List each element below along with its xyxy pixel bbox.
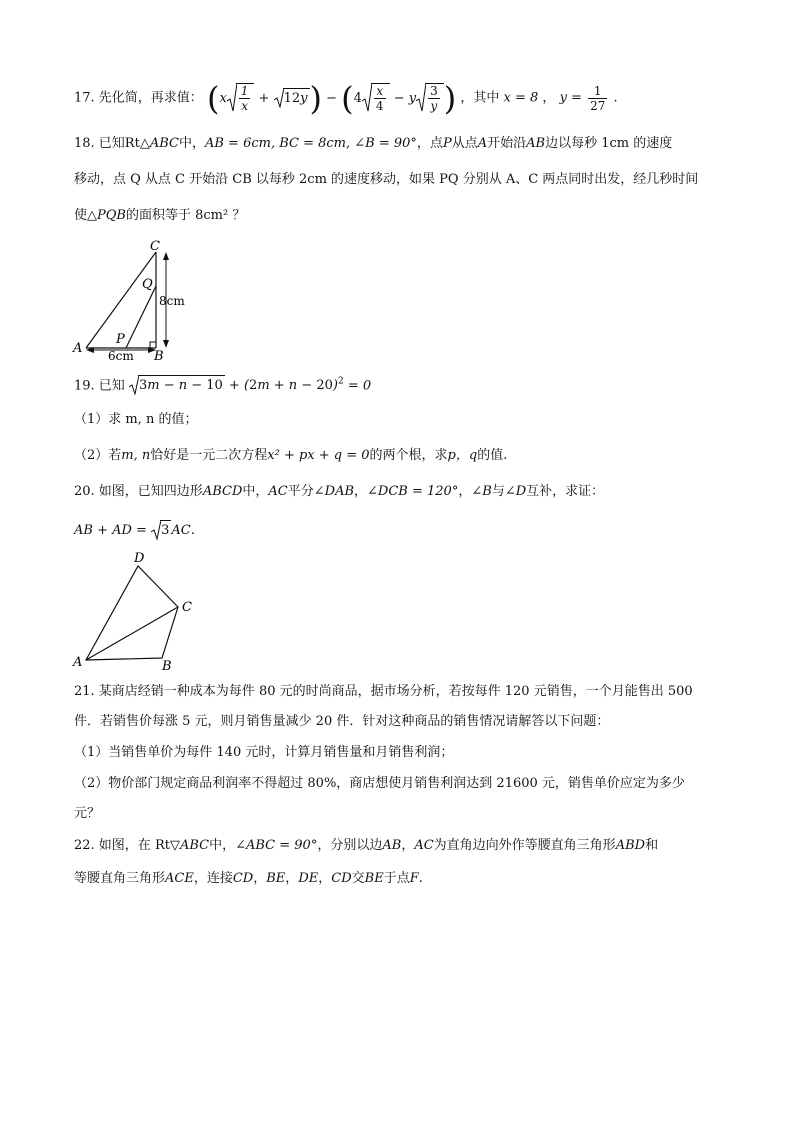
q22-line2-e: ， (253, 871, 267, 886)
q20-text-b: ABCD (202, 484, 243, 499)
q20-line1 (74, 482, 604, 502)
q19-part1: （1）求 m, n 的值； (74, 412, 198, 427)
q18-text-g: 从点 (451, 136, 478, 151)
q18-line3-b: PQB (97, 208, 126, 223)
q19-part2-c: 恰好是一元二次方程 (150, 448, 268, 463)
q22-text-d: ∠ABC = 90° (235, 838, 318, 853)
q18-text-k: 边以每秒 1cm 的速度 (545, 136, 673, 151)
q22-text-i: 为直角边向外作等腰直角三角形 (433, 838, 616, 853)
q17-sep: ， (542, 90, 556, 106)
q22-line2-c: ，连接 (193, 871, 233, 886)
q17-label: 17. 先化简，再求值： (74, 90, 203, 106)
q18-dim-bc-label: 8cm (159, 294, 185, 308)
q21-line3: （1）当销售单价为每件 140 元时，计算月销售量和月销售利润； (74, 745, 454, 760)
q22-line2-b: ACE (165, 871, 194, 886)
q20-sqrt (151, 520, 171, 541)
q19-part2-a: （2）若 (74, 448, 122, 463)
q20-text-h: ∠DCB = 120° (367, 484, 459, 499)
q19-expression: $3m - n - 10 + (2m + n - 20)^2$ (129, 378, 348, 393)
q20-figure (70, 548, 200, 673)
q19-label: 19. 已知 (74, 378, 125, 394)
q18-text-b: ABC (149, 136, 179, 151)
q20-line2 (74, 520, 195, 541)
q22-text-h: AC (414, 838, 434, 853)
q17-end: . (613, 90, 618, 106)
q18-text-f: P (442, 136, 452, 151)
q20-text-e: 平分 (287, 484, 314, 499)
q20-quadrilateral (86, 566, 178, 660)
q20-line2-c: AC (171, 523, 191, 538)
q19-part2-g: 的值. (477, 448, 508, 463)
q18-label-a: A (73, 341, 83, 356)
q18-dim-bc-arrow-top (163, 252, 169, 260)
triangle-symbol: ▽ (169, 838, 180, 853)
q22-text-a: 22. 如图，在 Rt (74, 838, 170, 853)
q22-text-k: 和 (645, 838, 659, 853)
q18-dim-bc-arrow-bottom (163, 340, 169, 348)
q18-figure (70, 238, 200, 363)
q21-line5: 元？ (74, 806, 101, 821)
q18-line1 (74, 134, 672, 154)
q22-line2-g: ， (285, 871, 299, 886)
q22-line2-i: ， (318, 871, 332, 886)
q18-line3-a: 使 (74, 208, 88, 223)
q18-right-angle-mark (150, 342, 156, 348)
q20-text-k: 与 (491, 484, 505, 499)
q19-part2-b: m, n (121, 448, 151, 463)
q20-label-a: A (73, 655, 83, 670)
q20-text-i: ， (458, 484, 472, 499)
q17-y-num: 1 (588, 84, 607, 99)
q22-line2-m: 于点 (383, 871, 410, 886)
q19-part2 (74, 446, 507, 466)
q17-expression: (x $\frac{1}{x}$ + 12y) − (4 $\frac{x}{4}$ − y $\frac{3}{y}$ ) (206, 79, 457, 117)
q22-text-g: ， (401, 838, 415, 853)
q21-line2: 件．若销售价每涨 5 元，则月销售量减少 20 件．针对这种商品的销售情况请解答以下问题： (74, 714, 610, 729)
q18-label-q: Q (142, 277, 153, 292)
q18-segment-pq (126, 286, 156, 348)
q20-text-a: 20. 如图，已知四边形 (74, 484, 203, 499)
q20-line2-a: AB + AD = (74, 523, 147, 538)
q17-x-value: x = 8 (503, 90, 539, 106)
q19-part2-e: 的两个根，求 (369, 448, 448, 463)
q18-text-h: A (477, 136, 488, 151)
q22-text-j: ABD (615, 838, 646, 853)
q19-line (74, 372, 371, 396)
q18-text-j: AB (526, 136, 546, 151)
q17-y-den: 27 (590, 98, 606, 113)
triangle-symbol: △ (87, 208, 98, 223)
q20-line2-d: . (190, 523, 195, 538)
triangle-symbol: △ (139, 136, 150, 151)
q22-text-e: ，分别以边 (317, 838, 383, 853)
q18-label-b: B (154, 349, 164, 363)
q22-line2-j: CD (331, 871, 352, 886)
q20-label-c: C (182, 600, 192, 615)
q19-part2-f: p，q (447, 448, 478, 463)
q18-text-d: AB = 6cm, BC = 8cm, ∠B = 90° (204, 136, 417, 151)
q17-line (74, 79, 618, 117)
q18-text-e: ，点 (416, 136, 443, 151)
q22-text-f: AB (382, 838, 402, 853)
q20-text-f: ∠DAB (313, 484, 355, 499)
q20-text-l: ∠D (504, 484, 527, 499)
q18-line2: 移动，点 Q 从点 C 开始沿 CB 以每秒 2cm 的速度移动，如果 PQ 分别从 A、C 两点同时出发，经几秒时间 (74, 172, 699, 187)
q19-eq-tail: = 0 (347, 378, 372, 394)
q22-text-c: 中， (209, 838, 236, 853)
q20-text-j: ∠B (471, 484, 492, 499)
q18-label-c: C (150, 239, 160, 254)
q17-y-fraction (588, 84, 607, 113)
q22-line2-k: 交 (351, 871, 365, 886)
q20-label-b: B (162, 659, 172, 673)
q20-text-g: ， (354, 484, 368, 499)
q18-text-c: 中， (178, 136, 205, 151)
q21-line4: （2）物价部门规定商品利润率不得超过 80%，商店想使月销售利润达到 21600 元，销售单价应定为多少 (74, 776, 685, 791)
q17-y-prefix: y = (559, 90, 582, 106)
q18-label-p: P (116, 332, 125, 347)
q22-line2-o: . (418, 871, 423, 886)
q22-line2-l: BE (364, 871, 384, 886)
q22-line2-n: F (409, 871, 419, 886)
q22-line2-h: DE (298, 871, 319, 886)
q18-dim-ab-label: 6cm (108, 349, 134, 363)
q20-text-c: 中， (242, 484, 269, 499)
q22-line1 (74, 836, 658, 856)
q22-line2 (74, 869, 423, 889)
q22-line2-a: 等腰直角三角形 (74, 871, 166, 886)
q20-text-m: 互补，求证： (526, 484, 605, 499)
q18-line3-c: 的面积等于 8cm² ？ (125, 208, 246, 223)
q22-line2-f: BE (266, 871, 286, 886)
q20-text-d: AC (268, 484, 288, 499)
q18-text-i: 开始沿 (487, 136, 527, 151)
q20-label-d: D (134, 551, 145, 566)
q21-line1: 21. 某商店经销一种成本为每件 80 元的时尚商品，据市场分析，若按每件 120 元销售，一个月能售出 500 (74, 684, 693, 699)
q19-part2-d: x² + px + q = 0 (267, 448, 370, 463)
q22-line2-d: CD (232, 871, 254, 886)
q18-text-a: 18. 已知Rt (74, 136, 140, 151)
q20-radicand: 3 (160, 520, 171, 541)
q18-line3 (74, 206, 245, 226)
q17-cond-prefix: ，其中 (460, 90, 500, 106)
q22-text-b: ABC (179, 838, 210, 853)
